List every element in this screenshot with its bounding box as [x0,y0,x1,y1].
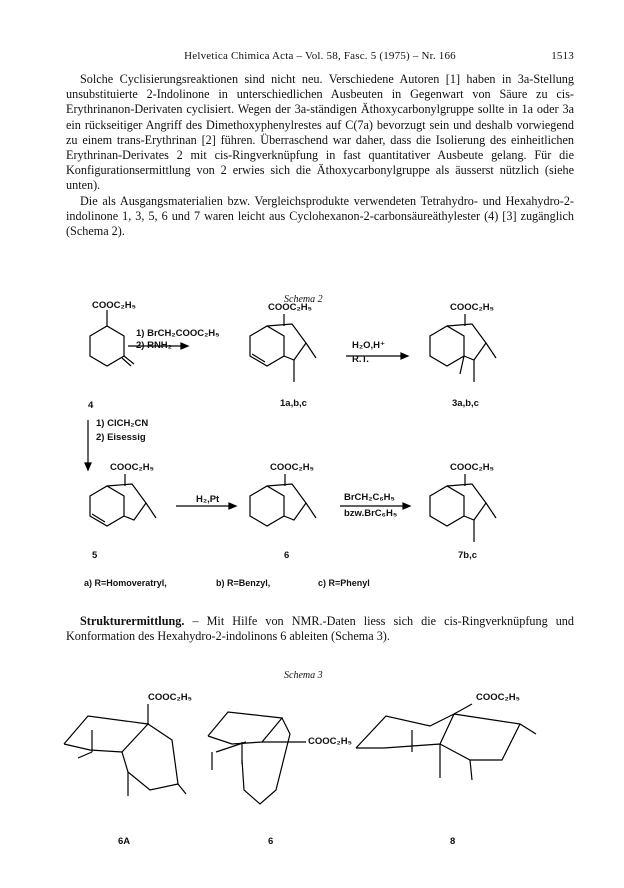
reagent-benzyl-bromide: BrCH₂C₆H₅ [344,492,395,503]
paragraph-3: – Mit Hilfe von NMR.-Daten liess sich die cis-Ringverknüpfung und Konformation des Hexahydro-2-indolinons 6 ableiten (Schema 3). [66,614,574,644]
ester-label-7: COOC₂H₅ [450,462,494,473]
footnote-benzyl: b) R=Benzyl, [216,578,271,588]
ester-label-3: COOC₂H₅ [450,302,494,313]
compound-5-label: 5 [92,550,98,561]
compound-7-label: 7b,c [458,550,478,561]
compound-3-label: 3a,b,c [452,398,479,409]
compound-6-label: 6 [284,550,290,561]
schema-2-caption: Schema 2 [284,294,323,305]
reagent-rt: R.T. [352,354,369,365]
footnote-phenyl: c) R=Phenyl [318,578,370,588]
ester-label-6A: COOC₂H₅ [148,692,192,703]
reagent-bromoacetate: 1) BrCH₂COOC₂H₅ [136,328,220,339]
ester-label-8: COOC₂H₅ [476,692,520,703]
chair-8 [356,714,454,748]
journal-title: Helvetica Chimica Acta – Vol. 58, Fasc. 5 (1975) – Nr. 166 [184,50,456,62]
compound-4-label: 4 [88,400,94,411]
ester-label-4: COOC₂H₅ [92,300,136,311]
ester-label-6-chair: COOC₂H₅ [308,736,352,747]
reagent-acetic-acid: 2) Eisessig [96,432,146,443]
schema-3-caption: Schema 3 [284,670,323,681]
reagent-hydrogen: H₂,Pt [196,494,220,505]
section-heading: Strukturermittlung. [80,614,185,628]
page-number: 1513 [551,50,574,62]
reagent-bromobenzene: bzw.BrC₆H₅ [344,508,398,519]
compound-8-label: 8 [450,836,456,847]
paragraph-2: Die als Ausgangsmaterialien bzw. Vergleichsprodukte verwendeten Tetrahydro- und Hexahydro-2-indolinone 1, 3, 5, 6 und 7 waren leicht aus Cyclohexanon-2-carbonsäureäthylester (4) [3] zugänglich (Schema 2). [66,193,574,239]
ester-label-5: COOC₂H₅ [110,462,154,473]
compound-1-label: 1a,b,c [280,398,307,409]
footnote-homoveratryl: a) R=Homoveratryl, [84,578,167,588]
paragraph-1: Solche Cyclisierungsreaktionen sind nicht neu. Verschiedene Autoren [1] haben in 3a-Stellung unsubstituierte 2-Indolinone in unterschiedlichen Ausbeuten in Gegenwart von Säure zu cis-Erythrinanon-Derivaten cyclisiert. Wegen der 3a-ständigen Äthoxycarbonylgruppe sollte in 1a oder 3a ein rückseitiger Angriff des Dimethoxyphenylrestes auf C(7a) bevorzugt sein und deshalb vorwiegend zu einem trans-Erythrinan [2] führen. Überraschend war daher, dass die Isolierung des einheitlichen Erythrinan-Derivates 2 mit cis-Ringverknüpfung in fast quantitativer Ausbeute gelang. Für die Konfigurationsermittlung von 2 erwies sich die Äthoxycarbonylgruppe als äusserst nützlich (siehe unten). [66,72,574,193]
chair-6 [208,712,282,744]
chair-6A [64,716,148,752]
ester-label-6: COOC₂H₅ [270,462,314,473]
reagent-amine: 2) RNH₂ [136,340,172,351]
reagent-chloroacetonitrile: 1) ClCH₂CN [96,418,149,429]
compound-6-chair-label: 6 [268,836,274,847]
compound-6A-label: 6A [118,836,131,847]
ester-label-1: COOC₂H₅ [268,302,312,313]
reagent-acid: H₂O,H⁺ [352,340,385,351]
